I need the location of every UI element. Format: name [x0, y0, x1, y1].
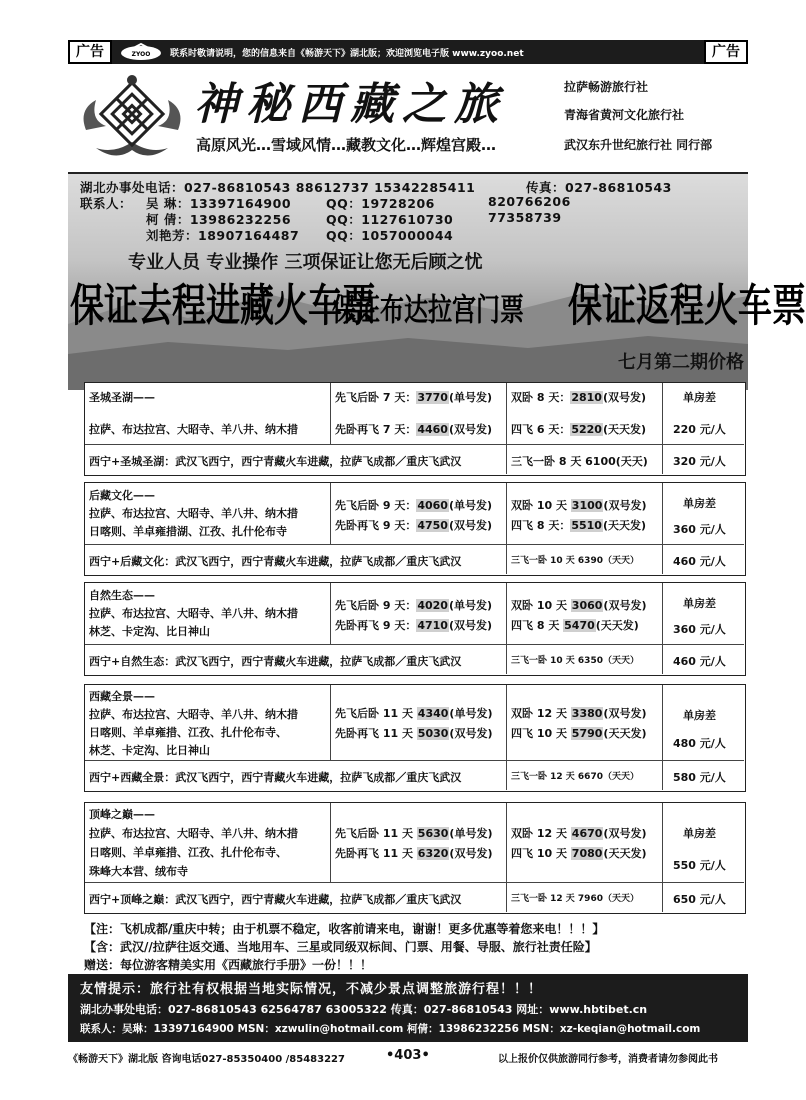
route-option: 先飞后卧 7 天：3770(单号发) [335, 391, 493, 404]
xining-route-option: 三飞一卧 8 天 6100(天天) [511, 455, 648, 468]
route-row [85, 383, 744, 445]
magazine-logo-icon [118, 42, 164, 62]
route-places: 拉萨、布达拉宫、大昭寺、羊八井、纳木措 [89, 827, 298, 840]
xining-single-price: 320 元/人 [673, 455, 726, 468]
footer-contact: 联系人：吴琳：13397164900 MSN：xzwulin@hotmail.com 柯倩：13986232256 MSN：xz-keqian@hotmail.com [80, 1023, 701, 1035]
contact-wu-lin-extra: 820766206 [488, 194, 571, 209]
office-phone-line: 湖北办事处电话：027-86810543 88612737 15342285411 [80, 180, 476, 195]
route-option: 四飞 10 天 5790(天天发) [511, 727, 647, 740]
title-banner [68, 64, 748, 174]
xining-route-option: 三飞一卧 10 天 6350（天天） [511, 656, 639, 666]
banner-title: 神秘西藏之旅 [194, 79, 506, 130]
note-gift: 赠送：每位游客精美实用《西藏旅行手册》一份！！！ [84, 958, 373, 972]
note-included: 【含：武汉//拉萨往返交通、当地用车、三星或同级双标间、门票、用餐、导服、旅行社责任险】 [84, 940, 597, 954]
route-places: 日喀则、羊卓雍措湖、江孜、扎什伦布寺 [89, 525, 287, 538]
agency-lhasa: 拉萨畅游旅行社 [564, 80, 649, 94]
contact-ke-qian-extra: 77358739 [488, 210, 562, 225]
route-option: 双卧 10 天 3100(双号发) [511, 499, 647, 512]
service-slogan: 专业人员 专业操作 三项保证让您无后顾之忧 [128, 252, 483, 273]
office-fax: 传真：027-86810543 [526, 180, 672, 195]
xining-route-option: 三飞一卧 12 天 6670（天天） [511, 772, 639, 782]
route-places: 日喀则、羊卓雍措、江孜、扎什伦布寺、 [89, 726, 287, 739]
route-option: 双卧 12 天 4670(双号发) [511, 827, 647, 840]
single-room-price: 360 元/人 [673, 523, 726, 536]
xining-route-desc: 西宁+后藏文化：武汉飞西宁，西宁青藏火车进藏，拉萨飞成都／重庆飞武汉 [89, 555, 462, 568]
advertisement-page [68, 40, 806, 1065]
route-option: 先卧再飞 11 天 5030(双号发) [335, 727, 493, 740]
xining-route-desc: 西宁+圣城圣湖：武汉飞西宁，西宁青藏火车进藏，拉萨飞成都／重庆飞武汉 [89, 455, 462, 468]
route-option: 先卧再飞 7 天：4460(双号发) [335, 423, 493, 436]
route-places: 珠峰大本营、绒布寺 [89, 865, 188, 878]
single-room-price: 550 元/人 [673, 859, 726, 872]
xining-route-desc: 西宁+自然生态：武汉飞西宁，西宁青藏火车进藏，拉萨飞成都／重庆飞武汉 [89, 655, 462, 668]
route-places: 拉萨、布达拉宫、大昭寺、羊八井、纳木措 [89, 507, 298, 520]
xining-row [85, 445, 744, 474]
price-period: 七月第二期价格 [618, 352, 744, 373]
route-block [84, 482, 746, 576]
route-name: 圣城圣湖—— [89, 391, 155, 404]
route-option: 先卧再飞 9 天：4710(双号发) [335, 619, 493, 632]
xining-route-desc: 西宁+西藏全景：武汉飞西宁，西宁青藏火车进藏，拉萨飞成都／重庆飞武汉 [89, 771, 462, 784]
contact-liu-yanfang-qq: QQ：1057000044 [326, 228, 454, 243]
contact-liu-yanfang: 刘艳芳：18907164487 [146, 228, 300, 243]
route-places: 林芝、卡定沟、比日神山 [89, 744, 210, 757]
xining-route-desc: 西宁+顶峰之巅：武汉飞西宁，西宁青藏火车进藏，拉萨飞成都／重庆飞武汉 [89, 893, 462, 906]
xining-single-price: 460 元/人 [673, 655, 726, 668]
route-name: 自然生态—— [89, 589, 155, 602]
route-block [84, 382, 746, 476]
disclaimer: 以上报价仅供旅游同行参考，消费者请勿参阅此书 [498, 1054, 718, 1065]
route-option: 先飞后卧 11 天 4340(单号发) [335, 707, 493, 720]
route-option: 双卧 8 天：2810(双号发) [511, 391, 647, 404]
single-room-label: 单房差 [683, 497, 716, 510]
route-places: 拉萨、布达拉宫、大昭寺、羊八井、纳木措 [89, 607, 298, 620]
banner-subtitle: 高原风光…雪域风情…藏教文化…辉煌宫殿… [196, 136, 497, 154]
route-block [84, 582, 746, 676]
xining-single-price: 580 元/人 [673, 771, 726, 784]
single-room-price: 360 元/人 [673, 623, 726, 636]
route-option: 先卧再飞 11 天 6320(双号发) [335, 847, 493, 860]
route-row [85, 583, 744, 645]
single-room-price: 480 元/人 [673, 737, 726, 750]
route-option: 先飞后卧 9 天：4020(单号发) [335, 599, 493, 612]
contact-wu-lin: 吴 琳：13397164900 [146, 196, 292, 211]
note-transfer: 【注：飞机成都/重庆中转；由于机票不稳定，收客前请来电，谢谢！更多优惠等着您来电！！！】 [84, 922, 605, 936]
single-room-price: 220 元/人 [673, 423, 726, 436]
source-notice: 联系时敬请说明，您的信息来自《畅游天下》湖北版；欢迎浏览电子版 www.zyoo.net [170, 49, 524, 59]
single-room-label: 单房差 [683, 597, 716, 610]
contact-ke-qian-qq: QQ：1127610730 [326, 212, 454, 227]
ad-tag-right: 广告 [704, 40, 748, 64]
route-block [84, 684, 746, 792]
contact-section [68, 174, 806, 390]
footer-office: 湖北办事处电话：027-86810543 62564787 63005322 传真：027-86810543 网址：www.hbtibet.cn [80, 1003, 648, 1016]
magazine-info: 《畅游天下》湖北版 咨询电话027-85350400 /85483227 [68, 1054, 345, 1065]
guarantee-potala-ticket: 保证布达拉宫门票 [332, 291, 524, 329]
top-notice-bar [68, 40, 748, 64]
xining-row [85, 645, 744, 674]
svg-text:ZYOO: ZYOO [131, 51, 151, 58]
route-name: 顶峰之巅—— [89, 808, 155, 821]
footer-tip: 友情提示：旅行社有权根据当地实际情况，不减少景点调整旅游行程！！！ [80, 982, 543, 997]
xining-route-option: 三飞一卧 10 天 6390（天天） [511, 556, 639, 566]
route-places: 拉萨、布达拉宫、大昭寺、羊八井、纳木措 [89, 423, 298, 436]
route-option: 四飞 8 天：5510(天天发) [511, 519, 647, 532]
route-block [84, 802, 746, 914]
agency-wuhan: 武汉东升世纪旅行社 同行部 [564, 138, 713, 152]
route-option: 双卧 10 天 3060(双号发) [511, 599, 647, 612]
xining-row [85, 883, 744, 912]
route-name: 后藏文化—— [89, 489, 155, 502]
single-room-label: 单房差 [683, 391, 716, 404]
single-room-label: 单房差 [683, 827, 716, 840]
route-option: 四飞 6 天：5220(天天发) [511, 423, 647, 436]
route-option: 先飞后卧 11 天 5630(单号发) [335, 827, 493, 840]
route-option: 先飞后卧 9 天：4060(单号发) [335, 499, 493, 512]
xining-row [85, 545, 744, 574]
xining-single-price: 460 元/人 [673, 555, 726, 568]
xining-route-option: 三飞一卧 12 天 7960（天天） [511, 894, 639, 904]
route-name: 西藏全景—— [89, 690, 155, 703]
xining-row [85, 761, 744, 790]
xining-single-price: 650 元/人 [673, 893, 726, 906]
endless-knot-icon [76, 70, 188, 166]
route-option: 四飞 8 天 5470(天天发) [511, 619, 639, 632]
ad-tag-left: 广告 [68, 40, 112, 64]
route-option: 四飞 10 天 7080(天天发) [511, 847, 647, 860]
route-option: 双卧 12 天 3380(双号发) [511, 707, 647, 720]
contact-ke-qian: 柯 倩：13986232256 [146, 212, 292, 227]
page-number: •403• [386, 1048, 430, 1063]
single-room-label: 单房差 [683, 709, 716, 722]
route-places: 林芝、卡定沟、比日神山 [89, 625, 210, 638]
route-places: 拉萨、布达拉宫、大昭寺、羊八井、纳木措 [89, 708, 298, 721]
contacts-label: 联系人： [80, 196, 133, 211]
route-row [85, 685, 744, 761]
contact-wu-lin-qq: QQ：19728206 [326, 196, 435, 211]
route-row [85, 483, 744, 545]
guarantee-return-train: 保证返程火车票 [568, 280, 806, 333]
route-row [85, 803, 744, 883]
guarantee-outbound-train: 保证去程进藏火车票 [70, 280, 376, 333]
contact-footer [68, 974, 748, 1042]
route-places: 日喀则、羊卓雍措、江孜、扎什伦布寺、 [89, 846, 287, 859]
agency-qinghai: 青海省黄河文化旅行社 [564, 108, 685, 122]
route-option: 先卧再飞 9 天：4750(双号发) [335, 519, 493, 532]
